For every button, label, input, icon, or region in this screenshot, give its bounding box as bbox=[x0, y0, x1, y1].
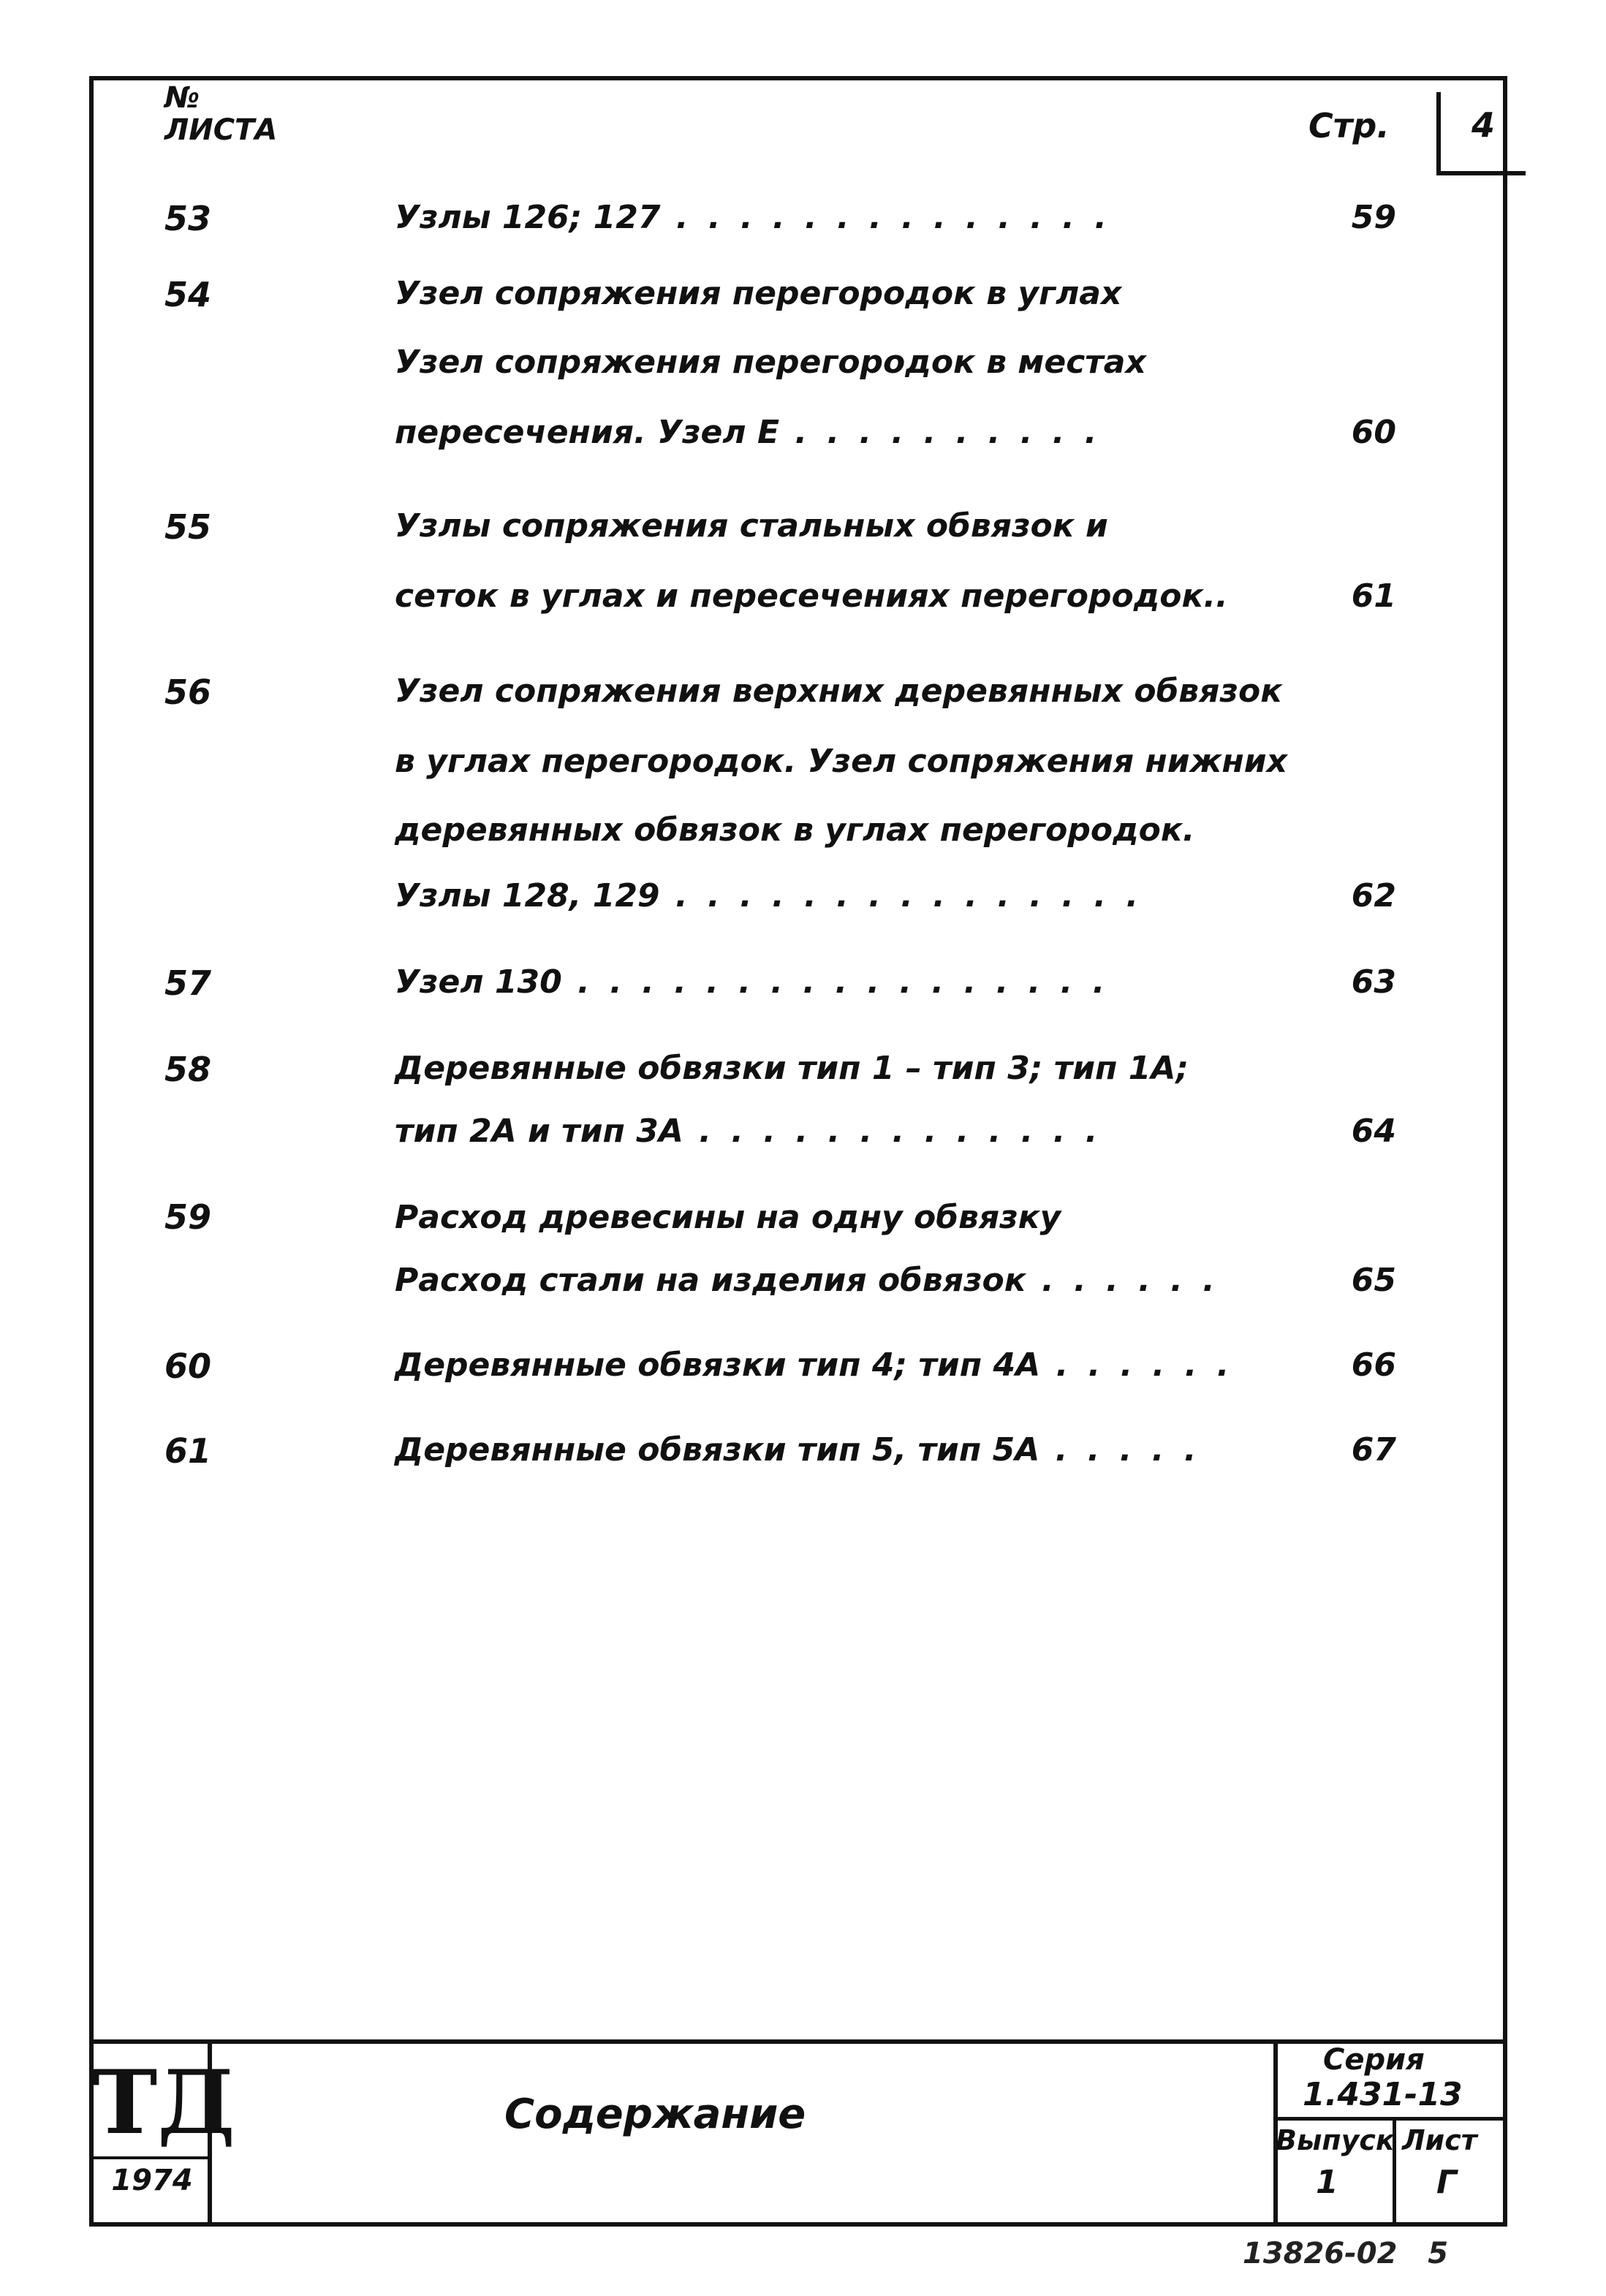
entry-line: Деревянные обвязки тип 1 – тип 3; тип 1А; bbox=[395, 1050, 1189, 1087]
entry-page: 64 bbox=[1351, 1113, 1396, 1150]
series-value: 1.431-13 bbox=[1303, 2076, 1463, 2113]
entry-line: Узлы 128, 129 . . . . . . . . . . . . . . . 62 bbox=[395, 877, 1396, 914]
entry-number: 59 bbox=[164, 1197, 212, 1237]
sheet-label: Лист bbox=[1402, 2124, 1477, 2156]
entry-number: 61 bbox=[164, 1431, 212, 1471]
issue-value: 1 bbox=[1316, 2164, 1338, 2201]
entry-number: 54 bbox=[164, 275, 212, 314]
entry-line: Расход стали на изделия обвязок . . . . . . 65 bbox=[395, 1262, 1396, 1299]
logo-divider bbox=[89, 2156, 212, 2159]
entry-page: 62 bbox=[1351, 877, 1396, 914]
entry-line: сеток в углах и пересечениях перегородок.. 61 bbox=[395, 577, 1396, 615]
entry-line: Узлы сопряжения стальных обвязок и bbox=[395, 507, 1108, 545]
entry-page: 65 bbox=[1351, 1262, 1396, 1299]
entry-line: Узел сопряжения перегородок в углах bbox=[395, 275, 1122, 312]
corner-page-number: 4 bbox=[1436, 92, 1526, 175]
page-frame bbox=[89, 76, 1507, 2227]
entry-line: тип 2А и тип 3А . . . . . . . . . . . . . 64 bbox=[395, 1113, 1396, 1150]
entry-number: 60 bbox=[164, 1346, 212, 1386]
issue-label: Выпуск bbox=[1276, 2124, 1395, 2156]
series-label: Серия bbox=[1323, 2043, 1425, 2077]
organization-logo: ТД bbox=[92, 2051, 235, 2154]
entry-number: 55 bbox=[164, 507, 212, 547]
entry-line: Узлы 126; 127 . . . . . . . . . . . . . . 59 bbox=[395, 199, 1396, 236]
entry-line: в углах перегородок. Узел сопряжения нижних bbox=[395, 743, 1288, 780]
entry-line: Узел сопряжения верхних деревянных обвязок bbox=[395, 672, 1283, 710]
entry-number: 57 bbox=[164, 963, 212, 1003]
document-title: Содержание bbox=[504, 2091, 806, 2138]
entry-page: 60 bbox=[1351, 414, 1396, 451]
entry-line: Деревянные обвязки тип 4; тип 4А . . . . . . 66 bbox=[395, 1346, 1396, 1384]
entry-line: Узел сопряжения перегородок в местах bbox=[395, 344, 1146, 381]
entry-line: пересечения. Узел Е . . . . . . . . . . 60 bbox=[395, 414, 1396, 451]
entry-page: 61 bbox=[1351, 577, 1396, 615]
entry-line: Расход древесины на одну обвязку bbox=[395, 1199, 1061, 1236]
entry-line: деревянных обвязок в углах перегородок. bbox=[395, 811, 1195, 849]
series-divider bbox=[1273, 2117, 1507, 2121]
entry-page: 67 bbox=[1351, 1431, 1396, 1469]
entry-page: 59 bbox=[1351, 199, 1396, 236]
entry-number: 58 bbox=[164, 1050, 212, 1089]
entry-number: 56 bbox=[164, 672, 212, 712]
page-column-header: Стр. bbox=[1308, 106, 1390, 145]
entry-page: 66 bbox=[1351, 1346, 1396, 1384]
entry-number: 53 bbox=[164, 199, 212, 238]
sheet-value: Г bbox=[1436, 2164, 1458, 2201]
entry-line: Деревянные обвязки тип 5, тип 5А . . . . . 67 bbox=[395, 1431, 1396, 1469]
entry-page: 63 bbox=[1351, 963, 1396, 1001]
sheet-number-header: № ЛИСТА bbox=[164, 81, 278, 147]
archive-code: 13826-02 5 bbox=[1243, 2237, 1449, 2270]
year-label: 1974 bbox=[111, 2164, 193, 2197]
entry-line: Узел 130 . . . . . . . . . . . . . . . . . 63 bbox=[395, 963, 1396, 1001]
